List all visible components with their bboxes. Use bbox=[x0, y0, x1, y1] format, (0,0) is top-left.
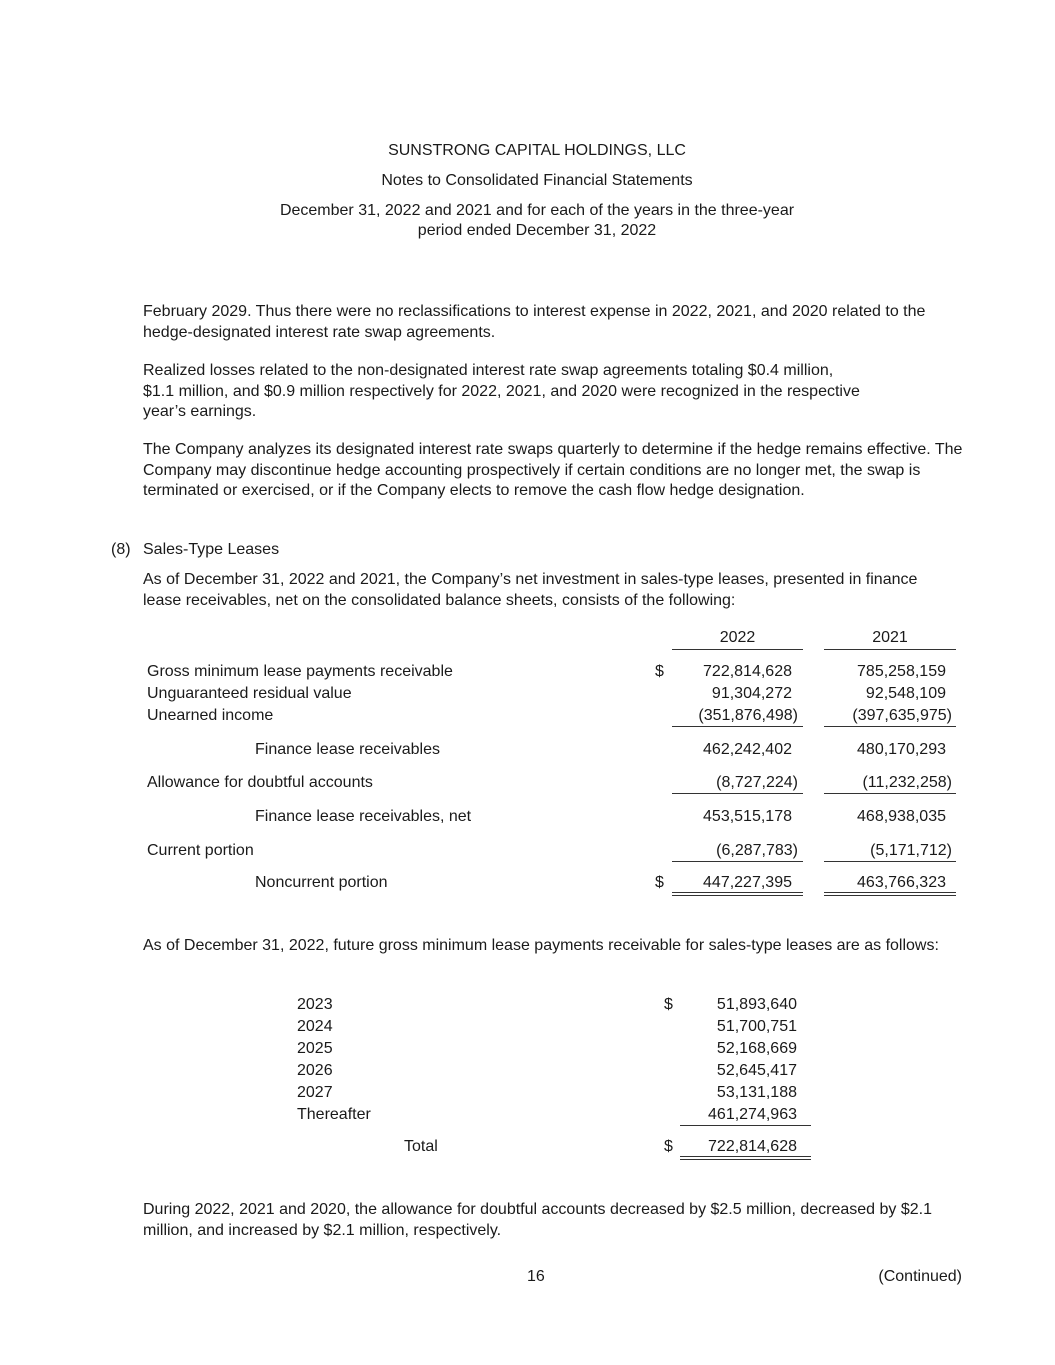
row-label: Current portion bbox=[147, 842, 254, 859]
column-header-2022: 2022 bbox=[719, 629, 756, 646]
page-number: 16 bbox=[527, 1268, 545, 1285]
payment-value: 52,645,417 bbox=[716, 1062, 797, 1079]
paragraph-hedge-reclassification: February 2029. Thus there were no reclassifications to interest expense in 2022, 2021, and 2020 related to the hedge-designated interest rate swap agreements. bbox=[143, 303, 926, 341]
value-2022: 447,227,395 bbox=[703, 874, 792, 891]
value-2021: (5,171,712) bbox=[870, 842, 952, 859]
row-label: Allowance for doubtful accounts bbox=[147, 774, 373, 791]
value-2021: 480,170,293 bbox=[857, 741, 946, 758]
value-2022: 722,814,628 bbox=[703, 663, 792, 680]
paragraph-realized-losses bbox=[143, 361, 973, 423]
value-2022: 462,242,402 bbox=[703, 741, 792, 758]
total-double-underline bbox=[680, 1156, 811, 1160]
value-2021: 463,766,323 bbox=[857, 874, 946, 891]
total-double-underline-2021 bbox=[824, 892, 956, 896]
future-payments-intro: As of December 31, 2022, future gross minimum lease payments receivable for sales-type leases are as follows: bbox=[143, 937, 939, 954]
realized-losses-line-1: Realized losses related to the non-designated interest rate swap agreements totaling $0.4 million, bbox=[143, 362, 834, 379]
value-2022: (8,727,224) bbox=[716, 774, 798, 791]
section-intro: As of December 31, 2022 and 2021, the Company’s net investment in sales-type leases, presented in finance lease receivables, net on the consolidated balance sheets, consists of the following: bbox=[143, 571, 918, 609]
dollar-sign: $ bbox=[655, 663, 664, 680]
payment-value: 51,893,640 bbox=[716, 996, 797, 1013]
allowance-underline-2022 bbox=[672, 793, 803, 794]
subtotal-underline-2022 bbox=[672, 726, 803, 727]
value-2021: 468,938,035 bbox=[857, 808, 946, 825]
dollar-sign: $ bbox=[655, 874, 664, 891]
dollar-sign: $ bbox=[664, 1138, 673, 1155]
row-label: Finance lease receivables, net bbox=[255, 808, 472, 825]
row-label: Finance lease receivables bbox=[255, 741, 440, 758]
thereafter-underline bbox=[680, 1125, 811, 1126]
value-2022: (6,287,783) bbox=[716, 842, 798, 859]
row-label: Gross minimum lease payments receivable bbox=[147, 663, 453, 680]
value-2021: 92,548,109 bbox=[865, 685, 946, 702]
realized-losses-line-2: $1.1 million, and $0.9 million respectively for 2022, 2021, and 2020 were recognized in the respective bbox=[143, 382, 860, 400]
value-2021: 785,258,159 bbox=[857, 663, 946, 680]
year-label: 2023 bbox=[297, 996, 333, 1013]
current-underline-2021 bbox=[824, 861, 956, 862]
paragraph-hedge-analysis: The Company analyzes its designated interest rate swaps quarterly to determine if the hedge remains effective. The Company may discontinue hedge accounting prospectively if certain conditions are no longer met, the swap is terminated or exercised, or if the Company elects to remove the cash flow hedge designation. bbox=[143, 441, 963, 499]
document-subtitle: Notes to Consolidated Financial Statements bbox=[381, 172, 693, 189]
payment-value: 53,131,188 bbox=[716, 1084, 797, 1101]
value-2021: (397,635,975) bbox=[852, 707, 952, 724]
row-label: Noncurrent portion bbox=[255, 874, 388, 891]
section-title: Sales-Type Leases bbox=[143, 541, 280, 558]
total-label: Total bbox=[404, 1138, 438, 1155]
value-2022: (351,876,498) bbox=[698, 707, 798, 724]
column-header-2021: 2021 bbox=[872, 629, 908, 646]
row-label: Unguaranteed residual value bbox=[147, 685, 352, 702]
value-2022: 91,304,272 bbox=[711, 685, 792, 702]
year-label: 2025 bbox=[297, 1040, 333, 1057]
period-line-1: December 31, 2022 and 2021 and for each of the years in the three-year bbox=[279, 202, 795, 219]
header-underline-2021 bbox=[824, 649, 956, 650]
realized-losses-line-3: year’s earnings. bbox=[143, 403, 257, 420]
total-value: 722,814,628 bbox=[708, 1138, 797, 1155]
company-name: SUNSTRONG CAPITAL HOLDINGS, LLC bbox=[388, 142, 686, 159]
value-2022: 453,515,178 bbox=[703, 808, 792, 825]
row-label: Unearned income bbox=[147, 707, 274, 724]
year-label: Thereafter bbox=[297, 1106, 371, 1123]
year-label: 2027 bbox=[297, 1084, 333, 1101]
period-line-2: period ended December 31, 2022 bbox=[417, 222, 657, 239]
payment-value: 51,700,751 bbox=[716, 1018, 797, 1035]
payment-value: 461,274,963 bbox=[708, 1106, 797, 1123]
year-label: 2024 bbox=[297, 1018, 333, 1035]
allowance-underline-2021 bbox=[824, 793, 956, 794]
section-number: (8) bbox=[111, 541, 131, 558]
year-label: 2026 bbox=[297, 1062, 333, 1079]
header-underline-2022 bbox=[672, 649, 803, 650]
allowance-change-paragraph: During 2022, 2021 and 2020, the allowance for doubtful accounts decreased by $2.5 million, decreased by $2.1 million, and increased by $2.1 million, respectively. bbox=[143, 1201, 932, 1239]
payment-value: 52,168,669 bbox=[716, 1040, 797, 1057]
current-underline-2022 bbox=[672, 861, 803, 862]
dollar-sign: $ bbox=[664, 996, 673, 1013]
total-double-underline-2022 bbox=[672, 892, 803, 896]
value-2021: (11,232,258) bbox=[862, 774, 952, 791]
subtotal-underline-2021 bbox=[824, 726, 956, 727]
continued-label: (Continued) bbox=[878, 1268, 962, 1285]
